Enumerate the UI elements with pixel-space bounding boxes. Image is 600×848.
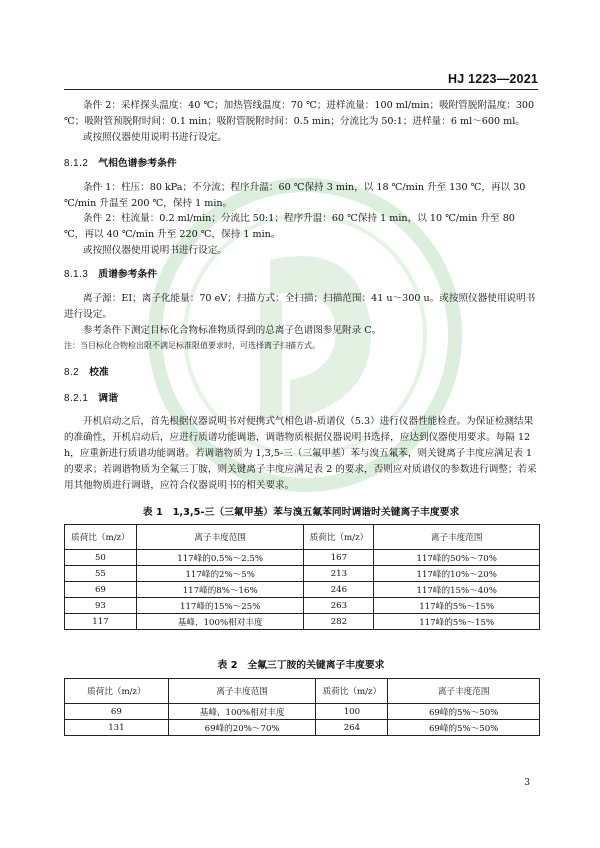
cell: 263 (304, 598, 374, 614)
cell: 50 (65, 550, 137, 566)
cell: 117峰的5%～15% (374, 614, 540, 630)
cell: 基峰，100%相对丰度 (168, 704, 316, 720)
cell: 264 (316, 720, 388, 736)
col-header-range-2: 离子丰度范围 (388, 679, 540, 704)
cell: 117峰的15%～40% (374, 582, 540, 598)
cell: 基峰，100%相对丰度 (136, 614, 304, 630)
section-8-1-2 (64, 156, 177, 172)
cell: 213 (304, 566, 374, 582)
section-8-2 (64, 365, 109, 381)
paragraph-reference-chromatogram: 参考条件下测定目标化合物标准物质得到的总离子色谱图参见附录 C。 (83, 325, 382, 336)
paragraph-gc-condition-1: 条件 1：柱压：80 kPa；不分流；程序升温：60 ℃保持 3 min，以 18 ℃/min 升至 130 ℃，再以 30 ℃/min 升温至 200 ℃，保持 1 min。 (64, 182, 526, 209)
cell: 117峰的15%～25% (136, 598, 304, 614)
paragraph-or-manual-2: 或按照仪器使用说明书进行设定。 (83, 245, 227, 256)
cell: 117峰的50%～70% (374, 550, 540, 566)
table-row (65, 598, 540, 614)
note: 注：当目标化合物检出限不满足标准限值要求时，可选择离子扫描方式。 (64, 341, 320, 350)
col-header-mz-2: 质荷比（m/z） (304, 525, 374, 550)
section-number: 8.1.3 (64, 269, 89, 280)
section-title: 质谱参考条件 (98, 269, 158, 280)
section-number: 8.1.2 (64, 158, 89, 169)
section-title: 气相色谱参考条件 (98, 158, 177, 169)
cell: 69 (65, 582, 137, 598)
cell: 117 (65, 614, 137, 630)
cell: 69峰的20%～70% (168, 720, 316, 736)
section-8-1-3 (64, 267, 157, 283)
cell: 131 (65, 720, 169, 736)
header-rule (64, 89, 538, 90)
paragraph-tuning: 开机启动之后，首先根据仪器说明书对便携式气相色谱-质谱仪（5.3）进行仪器性能检查。为保证检测结果的准确性，开机启动后，应进行质谱功能调谐，调谐物质根据仪器说明书选择，应达到仪器使用要求。每隔 12 h，应重新进行质谱功能调谐。若调谐物质为 1,3,5-三（三氟甲基）苯与溴五氟苯，则关键离子丰度应满足表 1 的要求；若调谐物质为全氟三丁胺，则关键离子丰度应满足表 2 的要求，否则应对质谱仪的参数进行调整；若采用其他物质进行调谐，应符合仪器说明书的相关要求。 (64, 416, 537, 491)
page-number: 3 (524, 778, 530, 788)
cell: 69峰的5%～50% (388, 704, 540, 720)
cell: 117峰的0.5%～2.5% (136, 550, 304, 566)
cell: 69 (65, 704, 169, 720)
table-1-caption: 表 1 1,3,5-三（三氟甲基）苯与溴五氟苯同时调谐时关键离子丰度要求 (142, 507, 460, 518)
col-header-mz: 质荷比（m/z） (65, 679, 169, 704)
col-header-mz: 质荷比（m/z） (65, 525, 137, 550)
cell: 117峰的2%～5% (136, 566, 304, 582)
table-row (65, 566, 540, 582)
col-header-range-2: 离子丰度范围 (374, 525, 540, 550)
col-header-range: 离子丰度范围 (168, 679, 316, 704)
table-header-row (65, 525, 540, 550)
cell: 117峰的8%～16% (136, 582, 304, 598)
table-row (65, 550, 540, 566)
table-2-caption: 表 2 全氟三丁胺的关键离子丰度要求 (217, 660, 385, 671)
paragraph-gc-condition-2: 条件 2：柱流量：0.2 ml/min；分流比 50:1；程序升温：60 ℃保持 1 min，以 10 ℃/min 升至 80 ℃，再以 40 ℃/min 升至 220 ℃，保持 1 min。 (64, 213, 515, 240)
section-number: 8.2 (64, 367, 80, 378)
cell: 117峰的10%～20% (374, 566, 540, 582)
table-row (65, 720, 540, 736)
table-1 (64, 524, 540, 630)
col-header-range: 离子丰度范围 (136, 525, 304, 550)
cell: 69峰的5%～50% (388, 720, 540, 736)
table-row (65, 704, 540, 720)
paragraph-or-manual: 或按照仪器使用说明书进行设定。 (83, 132, 227, 143)
paragraph-ms-conditions: 离子源：EI；离子化能量：70 eV；扫描方式：全扫描；扫描范围：41 u～300 u。或按照仪器使用说明书进行设定。 (64, 293, 536, 320)
col-header-mz-2: 质荷比（m/z） (316, 679, 388, 704)
table-row (65, 614, 540, 630)
cell: 100 (316, 704, 388, 720)
cell: 167 (304, 550, 374, 566)
cell: 282 (304, 614, 374, 630)
section-title: 调谐 (98, 393, 118, 404)
paragraph-condition-2: 条件 2：采样探头温度：40 ℃；加热管线温度：70 ℃；进样流量：100 ml/min；吸附管脱附温度：300 ℃；吸附管预脱附时间：0.1 min；吸附管脱附时间：0.5 min；分流比为 50:1；进样量：6 ml～600 ml。 (64, 100, 535, 127)
section-8-2-1 (64, 391, 118, 407)
section-title: 校准 (89, 367, 109, 378)
cell: 246 (304, 582, 374, 598)
cell: 93 (65, 598, 137, 614)
table-header-row (65, 679, 540, 704)
section-number: 8.2.1 (64, 393, 89, 404)
standard-code-header: HJ 1223—2021 (448, 72, 538, 86)
cell: 55 (65, 566, 137, 582)
table-2 (64, 678, 540, 736)
table-row (65, 582, 540, 598)
cell: 117峰的5%～15% (374, 598, 540, 614)
